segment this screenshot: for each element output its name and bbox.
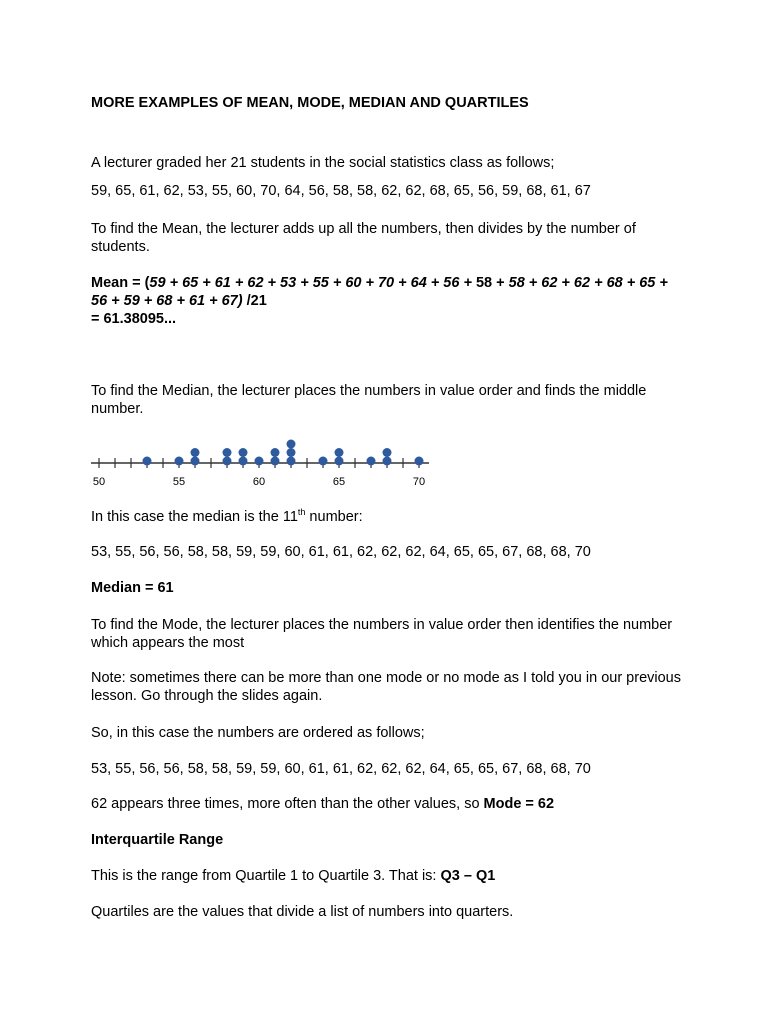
mode-statement-text: 62 appears three times, more often than the other values, so (91, 796, 484, 812)
mean-intro-paragraph: To find the Mean, the lecturer adds up all the numbers, then divides by the number of students. (91, 221, 636, 255)
mode-statement (91, 795, 681, 813)
dot-plot-point-65-1 (335, 457, 344, 466)
dot-plot-svg (86, 430, 436, 492)
dot-plot-tick-label-55: 55 (172, 476, 186, 488)
dot-plot-point-68-1 (383, 457, 392, 466)
dot-plot-point-55-1 (175, 457, 184, 466)
iqr-definition-text: This is the range from Quartile 1 to Quartile 3. That is: (91, 868, 441, 884)
mean-expression-divisor: /21 (242, 293, 267, 309)
mean-formula (91, 274, 681, 328)
median-result: Median = 61 (91, 580, 174, 596)
dot-plot-point-58-2 (223, 448, 232, 457)
median-case-text-end: number: (305, 509, 363, 525)
dot-plot-point-70-1 (415, 457, 424, 466)
scores-list: 59, 65, 61, 62, 53, 55, 60, 70, 64, 56, 58, 58, 62, 62, 68, 65, 56, 59, 68, 61, 67 (91, 183, 591, 199)
mean-label: Mean = ( (91, 275, 150, 291)
mean-expression-part-a: 59 + 65 + 61 + 62 + 53 + 55 + 60 + 70 + 64 + 56 + (149, 275, 476, 291)
dot-plot-point-59-2 (239, 448, 248, 457)
dot-plot-tick-label-70: 70 (412, 476, 426, 488)
mean-expression-part-c: 58 + 62 + 62 + 68 + 65 + 56 + 59 + 68 + 61 + 67) (91, 275, 668, 309)
median-case-superscript: th (297, 507, 306, 518)
ordered-list-first: 53, 55, 56, 56, 58, 58, 59, 59, 60, 61, 61, 62, 62, 62, 64, 65, 65, 67, 68, 68, 70 (91, 544, 591, 560)
mode-note-paragraph: Note: sometimes there can be more than one mode or no mode as I told you in our previous lesson. Go through the slides again. (91, 670, 681, 704)
mode-intro-paragraph: To find the Mode, the lecturer places the numbers in value order then identifies the number which appears the most (91, 617, 673, 651)
dot-plot-point-67-1 (367, 457, 376, 466)
dot-plot-tick-label-60: 60 (252, 476, 266, 488)
dot-plot-point-59-1 (239, 457, 248, 466)
dot-plot-point-56-2 (191, 448, 200, 457)
iqr-formula: Q3 – Q1 (440, 868, 496, 884)
ordered-list-second: 53, 55, 56, 56, 58, 58, 59, 59, 60, 61, 61, 62, 62, 62, 64, 65, 65, 67, 68, 68, 70 (91, 761, 591, 777)
dot-plot-point-68-2 (383, 448, 392, 457)
dot-plot-point-53-1 (143, 457, 152, 466)
mode-result: Mode = 62 (483, 796, 555, 812)
mean-result: = 61.38095... (91, 311, 177, 327)
dot-plot-point-61-2 (271, 448, 280, 457)
median-case-sentence (91, 508, 681, 526)
dot-plot-tick-label-50: 50 (92, 476, 106, 488)
ordered-intro: So, in this case the numbers are ordered as follows; (91, 725, 425, 741)
dot-plot-point-60-1 (255, 457, 264, 466)
intro-paragraph: A lecturer graded her 21 students in the social statistics class as follows; (91, 155, 555, 171)
dot-plot-point-58-1 (223, 457, 232, 466)
iqr-heading: Interquartile Range (91, 832, 224, 848)
dot-plot-point-62-1 (287, 457, 296, 466)
document-title: MORE EXAMPLES OF MEAN, MODE, MEDIAN AND QUARTILES (91, 95, 529, 111)
median-intro-paragraph: To find the Median, the lecturer places the numbers in value order and finds the middle number. (91, 383, 647, 417)
iqr-definition (91, 867, 681, 885)
dot-plot-point-65-2 (335, 448, 344, 457)
median-case-text: In this case the median is the 11 (91, 509, 298, 525)
dot-plot (86, 430, 436, 492)
dot-plot-point-61-1 (271, 457, 280, 466)
dot-plot-point-62-2 (287, 448, 296, 457)
dot-plot-point-64-1 (319, 457, 328, 466)
dot-plot-point-62-3 (287, 440, 296, 449)
quartiles-definition: Quartiles are the values that divide a list of numbers into quarters. (91, 904, 514, 920)
dot-plot-tick-label-65: 65 (332, 476, 346, 488)
dot-plot-point-56-1 (191, 457, 200, 466)
mean-expression-part-b: 58 + (475, 275, 509, 291)
